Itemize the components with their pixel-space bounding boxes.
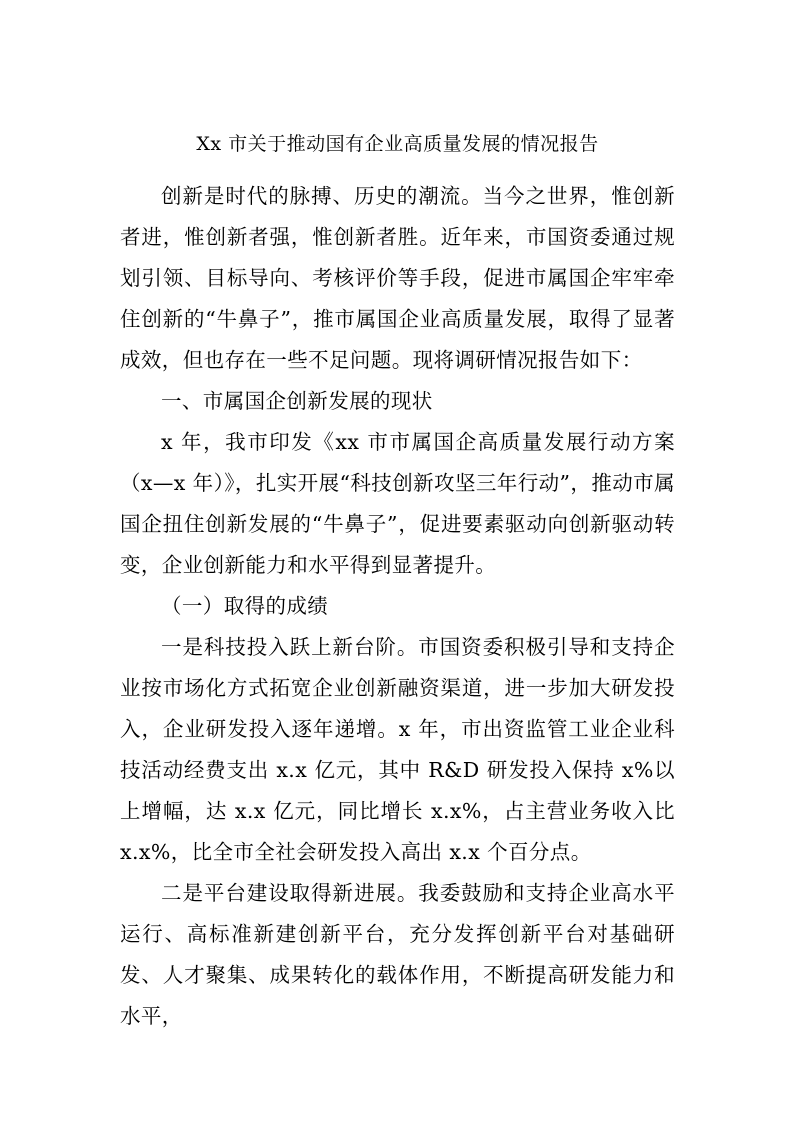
section-paragraph-action-plan: x 年，我市印发《xx 市市属国企高质量发展行动方案（x—x 年）》，扎实开展“科技创新攻坚三年行动”，推动市属国企扭住创新发展的“牛鼻子”，促进要素驱动向创新驱动转变，企业创新能力和水平得到显著提升。 — [120, 430, 675, 577]
achievement-paragraph-tech-investment: 一是科技投入跃上新台阶。市国资委积极引导和支持企业按市场化方式拓宽企业创新融资渠道，进一步加大研发投入，企业研发投入逐年递增。x 年，市出资监管工业企业科技活动经费支出 x.x 亿元，其中 R&D 研发投入保持 x%以上增幅，达 x.x 亿元，同比增长 x.x%，占主营业务收入比 x.x%，比全市全社会研发投入高出 x.x 个百分点。 — [120, 635, 675, 864]
section-heading-current-status: 一、市属国企创新发展的现状 — [161, 389, 433, 413]
achievement-paragraph-platform-building: 二是平台建设取得新进展。我委鼓励和支持企业高水平运行、高标准新建创新平台，充分发挥创新平台对基础研发、人才聚集、成果转化的载体作用，不断提高研发能力和水平， — [120, 881, 675, 1028]
intro-paragraph: 创新是时代的脉搏、历史的潮流。当今之世界，惟创新者进，惟创新者强，惟创新者胜。近年来，市国资委通过规划引领、目标导向、考核评价等手段，促进市属国企牢牢牵住创新的“牛鼻子”，推市属国企业高质量发展，取得了显著成效，但也存在一些不足问题。现将调研情况报告如下： — [120, 184, 675, 372]
document-title: Xx 市关于推动国有企业高质量发展的情况报告 — [196, 133, 599, 155]
subsection-heading-achievements: （一）取得的成绩 — [161, 594, 329, 618]
